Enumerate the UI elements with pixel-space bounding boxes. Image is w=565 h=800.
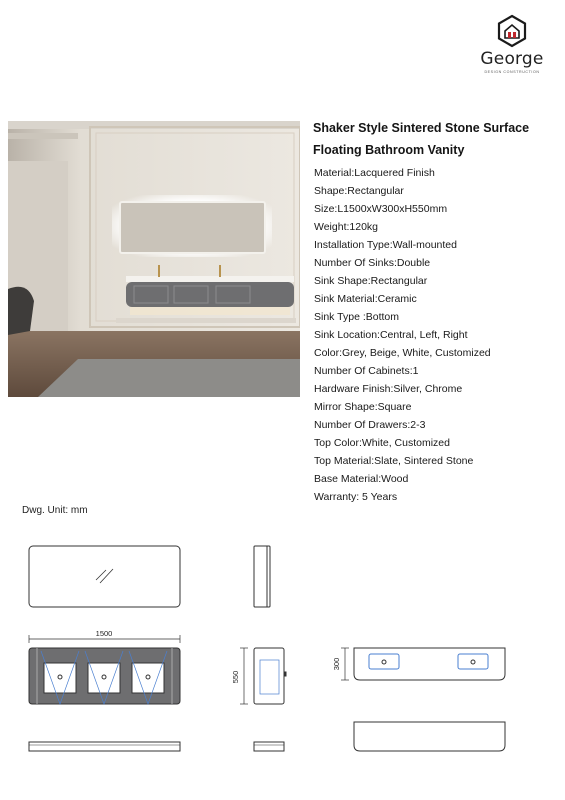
brand-name: George xyxy=(480,49,544,69)
spec-list xyxy=(314,164,559,506)
spec-item: Hardware Finish:Silver, Chrome xyxy=(314,383,463,395)
shelf-side-view xyxy=(254,742,284,751)
depth-dimension: 300 xyxy=(332,657,341,671)
spec-item: Sink Material:Ceramic xyxy=(314,293,417,305)
brand-subtitle: DESIGN CONSTRUCTION xyxy=(484,70,540,74)
house-hexagon-icon xyxy=(495,14,529,48)
spec-item: Color:Grey, Beige, White, Customized xyxy=(314,347,491,359)
vanity-top-view xyxy=(354,648,505,680)
cabinet-side-view xyxy=(254,648,284,704)
spec-item: Sink Shape:Rectangular xyxy=(314,275,428,287)
spec-item: Sink Type :Bottom xyxy=(314,311,400,323)
spec-item: Top Color:White, Customized xyxy=(314,437,450,449)
spec-item: Shape:Rectangular xyxy=(314,185,404,197)
mirror-front-view xyxy=(29,546,180,607)
spec-item: Size:L1500xW300xH550mm xyxy=(314,203,448,215)
product-photo xyxy=(8,121,300,397)
shelf-front-view xyxy=(29,742,180,751)
spec-item: Material:Lacquered Finish xyxy=(314,167,435,179)
spec-item: Top Material:Slate, Sintered Stone xyxy=(314,455,474,467)
drawing-unit-label: Dwg. Unit: mm xyxy=(22,505,88,516)
technical-drawing xyxy=(0,530,565,770)
spec-item: Installation Type:Wall-mounted xyxy=(314,239,457,251)
spec-item: Number Of Sinks:Double xyxy=(314,257,431,269)
width-dimension: 1500 xyxy=(95,629,113,638)
product-title-line-2: Floating Bathroom Vanity xyxy=(313,143,465,157)
product-title xyxy=(313,117,553,161)
product-title-line-1: Shaker Style Sintered Stone Surface xyxy=(313,121,530,135)
spec-item: Number Of Cabinets:1 xyxy=(314,365,419,377)
spec-item: Warranty: 5 Years xyxy=(314,491,398,503)
spec-item: Sink Location:Central, Left, Right xyxy=(314,329,468,341)
height-dimension: 550 xyxy=(231,670,240,684)
spec-item: Number Of Drawers:2-3 xyxy=(314,419,426,431)
spec-item: Base Material:Wood xyxy=(314,473,409,485)
mirror-side-view xyxy=(254,546,270,607)
brand-logo xyxy=(478,14,546,78)
shelf-top-view xyxy=(354,722,505,751)
spec-item: Weight:120kg xyxy=(314,221,379,233)
spec-item: Mirror Shape:Square xyxy=(314,401,412,413)
